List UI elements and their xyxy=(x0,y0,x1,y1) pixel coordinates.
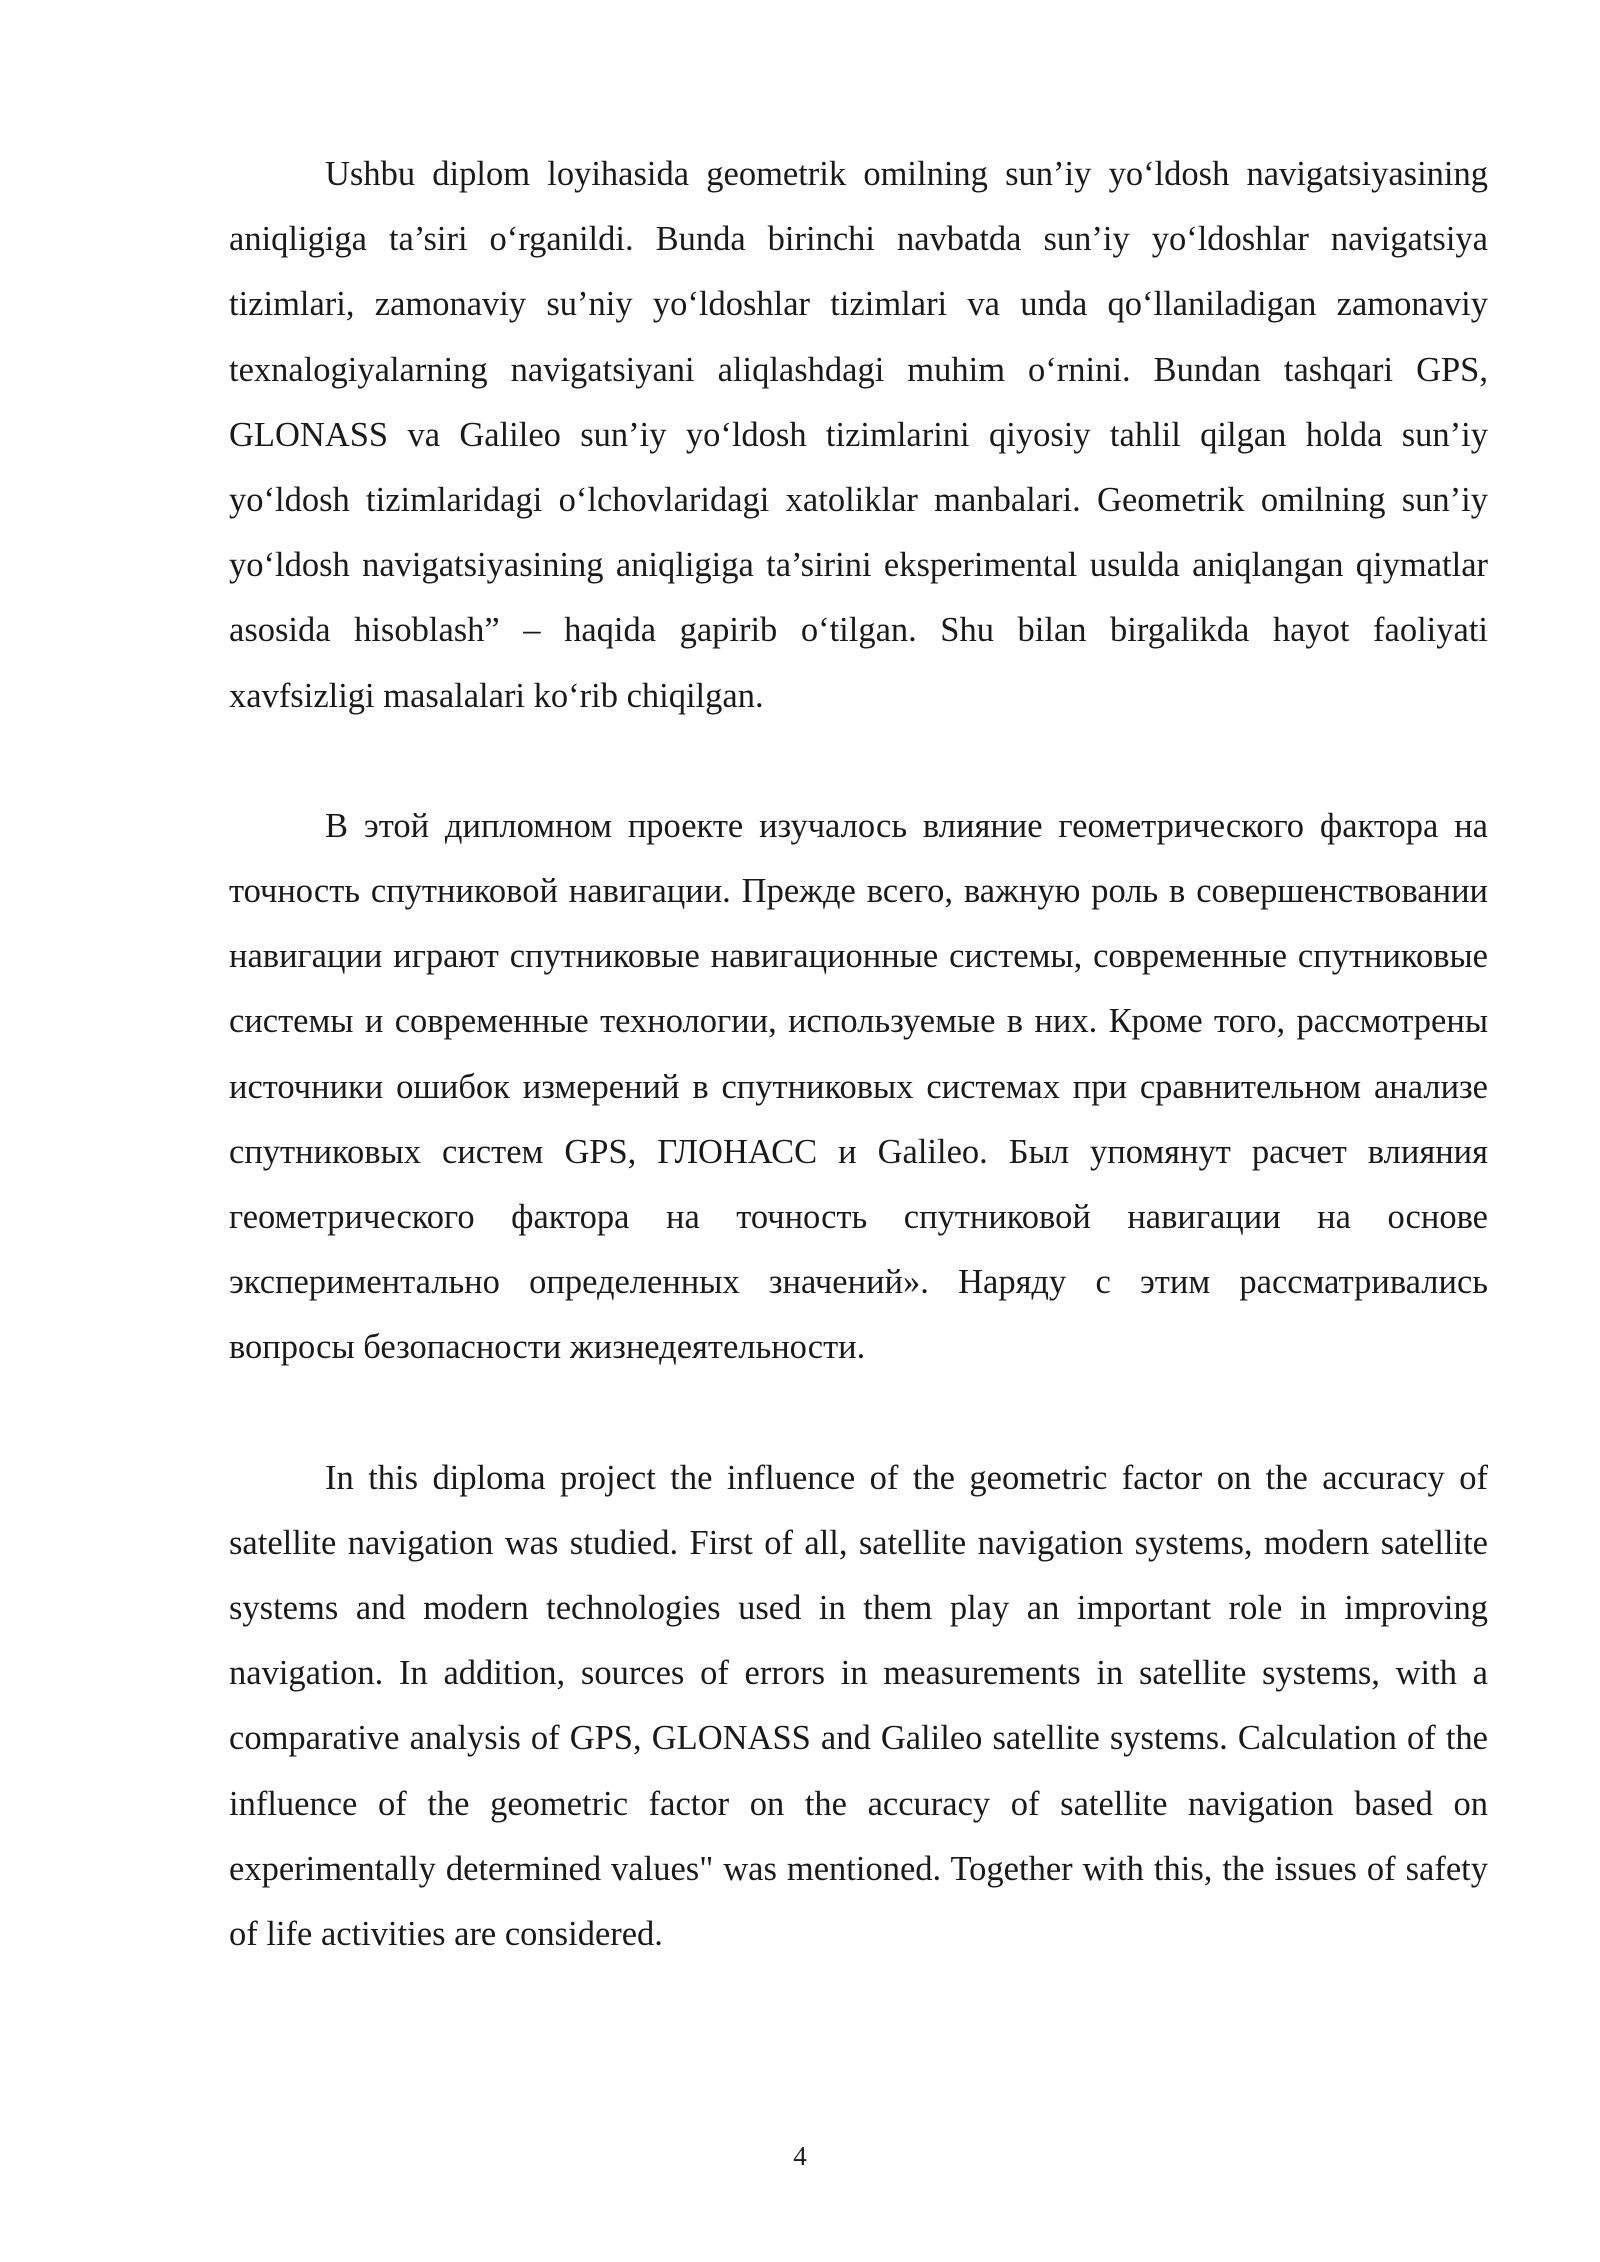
abstract-paragraph-uzbek: Ushbu diplom loyihasida geometrik omilning sun’iy yo‘ldosh navigatsiyasining aniqligiga ta’siri o‘rganildi. Bunda birinchi navbatda sun’iy yo‘ldoshlar navigatsiya tizimlari, zamonaviy su’niy yo‘ldoshlar tizimlari va unda qo‘llaniladigan zamonaviy texnalogiyalarning navigatsiyani aliqlashdagi muhim o‘rnini. Bundan tashqari GPS, GLONASS va Galileo sun’iy yo‘ldosh tizimlarini qiyosiy tahlil qilgan holda sun’iy yo‘ldosh tizimlaridagi o‘lchovlaridagi xatoliklar manbalari. Geometrik omilning sun’iy yo‘ldosh navigatsiyasining aniqligiga ta’sirini eksperimental usulda aniqlangan qiymatlar asosida hisoblash” – haqida gapirib o‘tilgan. Shu bilan birgalikda hayot faoliyati xavfsizligi masalalari ko‘rib chiqilgan. xyxy=(229,155,1488,715)
abstract-paragraph-english: In this diploma project the influence of the geometric factor on the accuracy of satellite navigation was studied. First of all, satellite navigation systems, modern satellite systems and modern technologies used in them play an important role in improving navigation. In addition, sources of errors in measurements in satellite systems, with a comparative analysis of GPS, GLONASS and Galileo satellite systems. Calculation of the influence of the geometric factor on the accuracy of satellite navigation based on experimentally determined values" was mentioned. Together with this, the issues of safety of life activities are considered. xyxy=(229,1458,1488,1954)
abstract-paragraph-russian: В этой дипломном проекте изучалось влияние геометрического фактора на точность спутниковой навигации. Прежде всего, важную роль в совершенствовании навигации играют спутниковые навигационные системы, современные спутниковые системы и современные технологии, используемые в них. Кроме того, рассмотрены источники ошибок измерений в спутниковых системах при сравнительном анализе спутниковых систем GPS, ГЛОНАСС и Galileo. Был упомянут расчет влияния геометрического фактора на точность спутниковой навигации на основе экспериментально определенных значений». Наряду с этим рассматривались вопросы безопасности жизнедеятельности. xyxy=(229,806,1488,1367)
page-body xyxy=(229,142,1488,1967)
page-number: 4 xyxy=(793,2141,807,2171)
